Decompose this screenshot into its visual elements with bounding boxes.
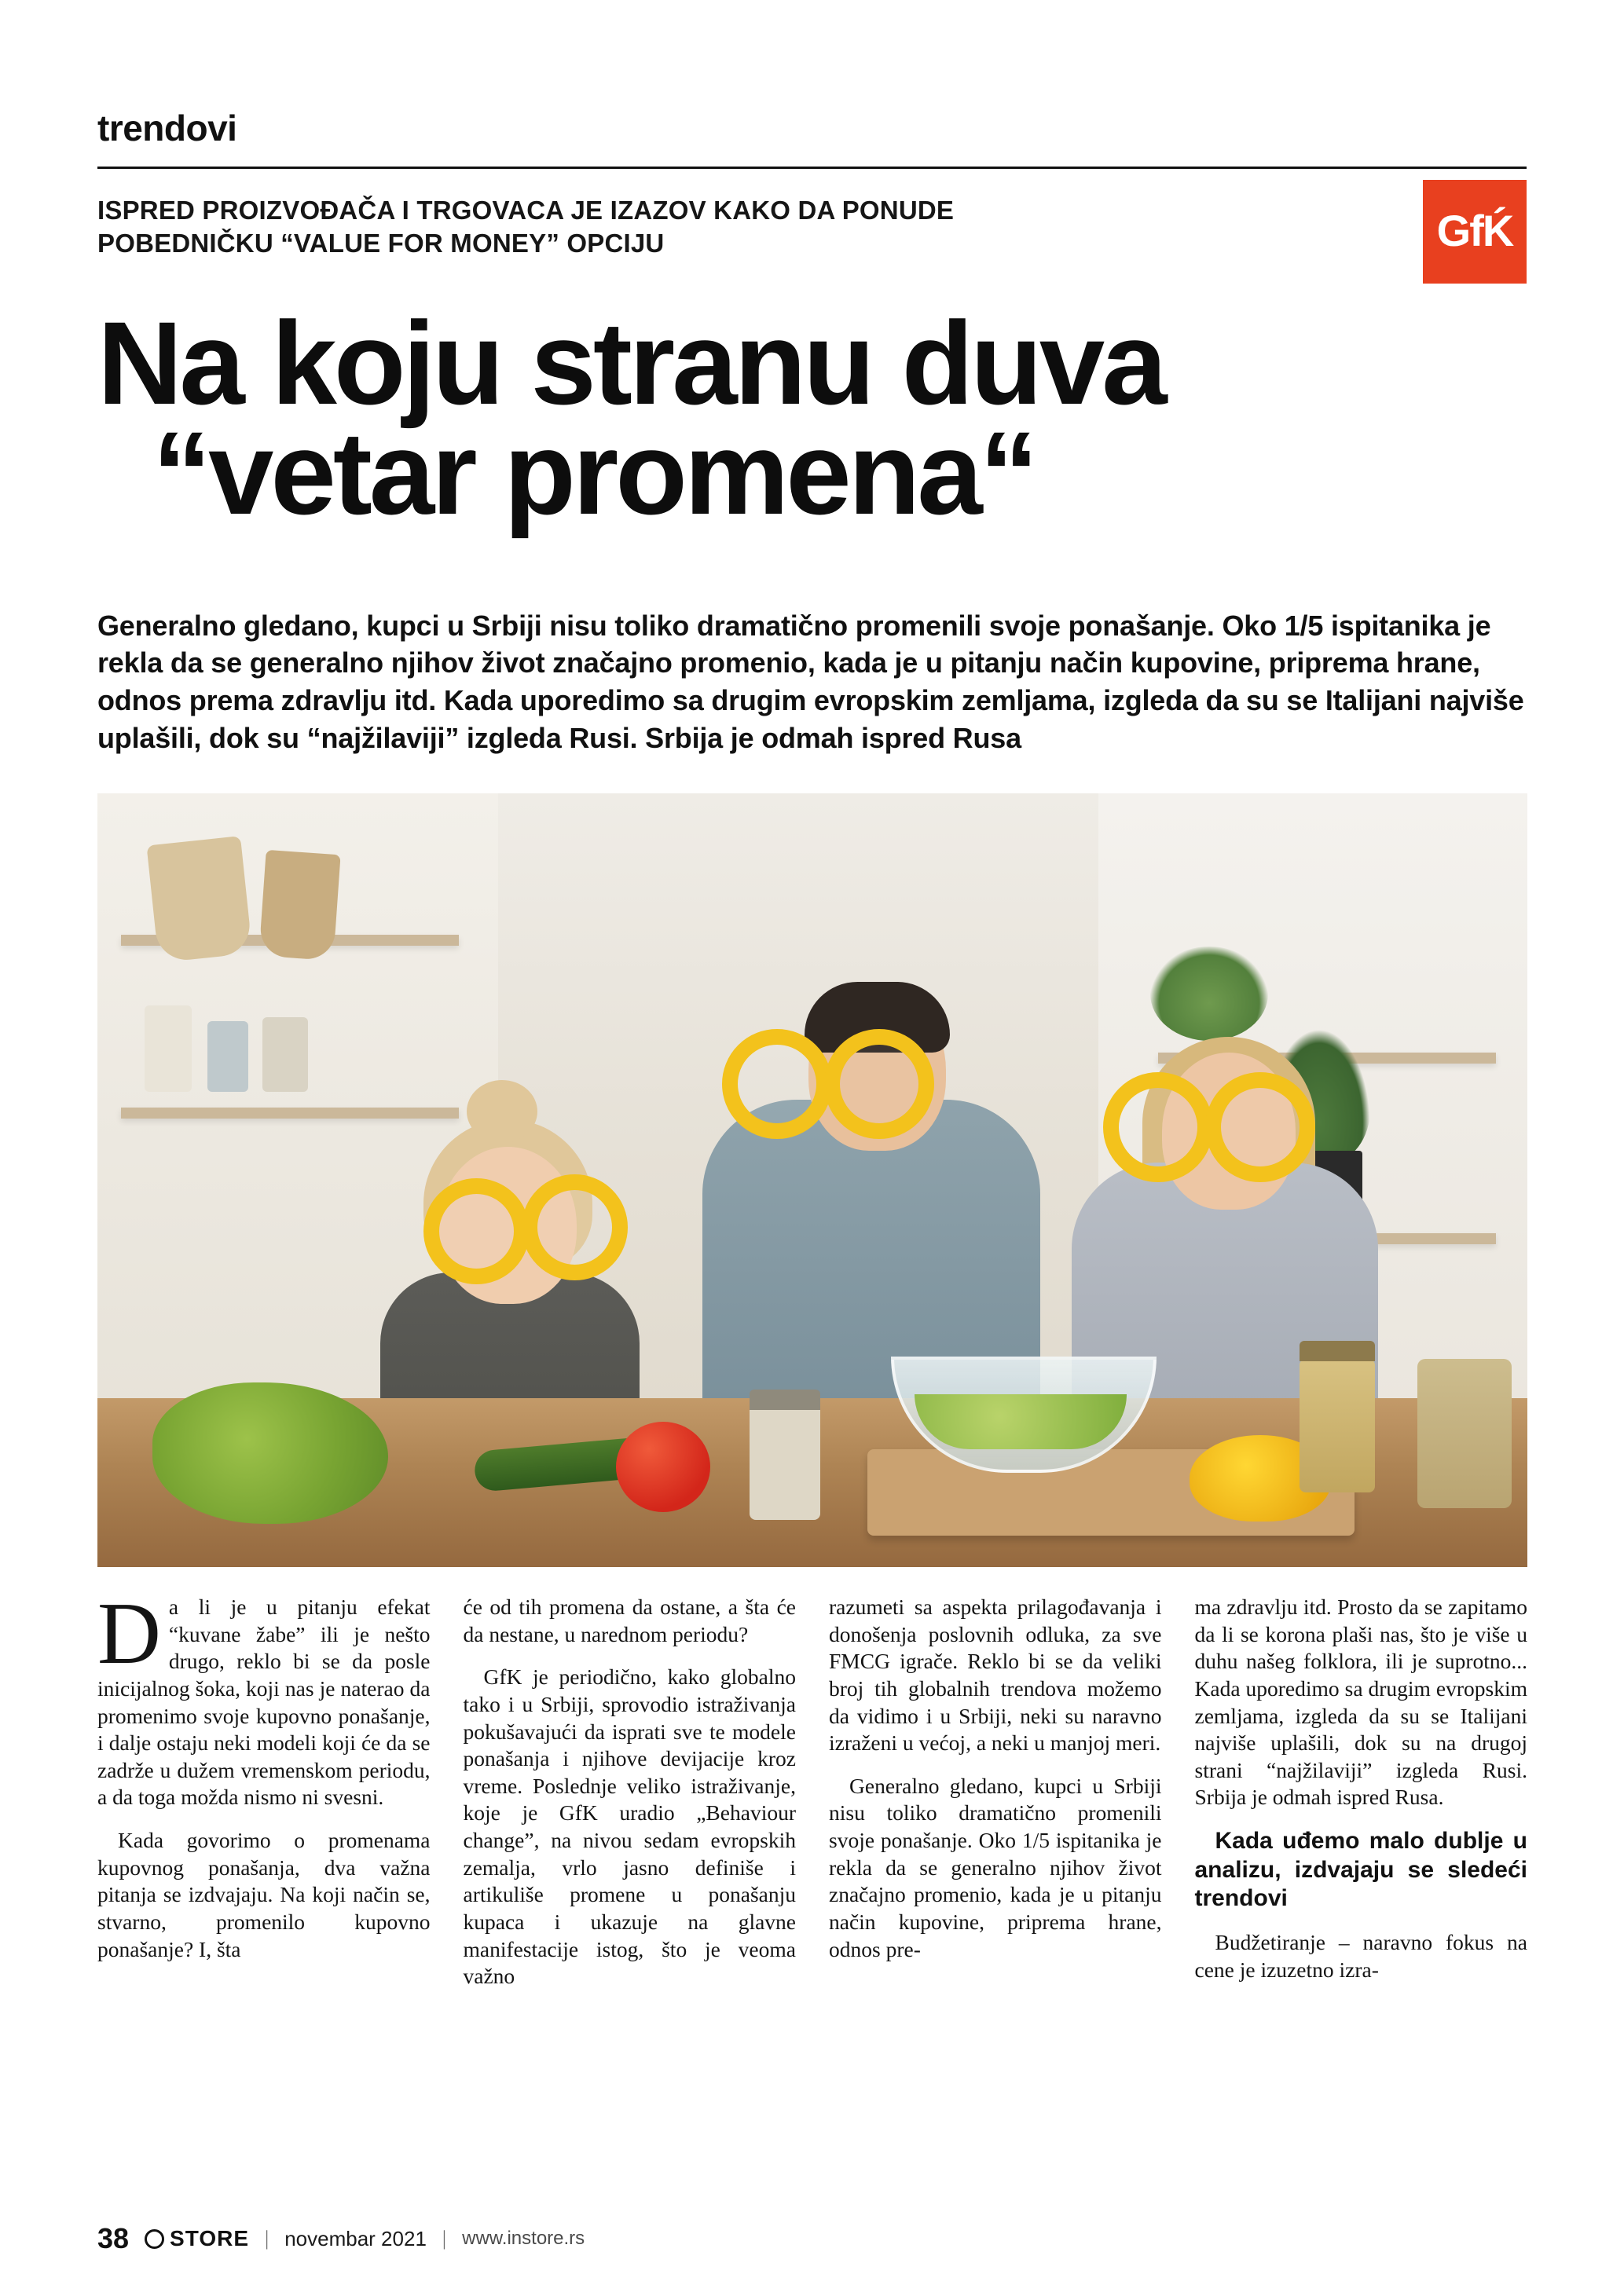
article-photo — [97, 793, 1527, 1567]
standfirst: Generalno gledano, kupci u Srbiji nisu toliko dramatično promenili svoje ponašanje. Oko 1/5 ispitanika je rekla da se generalno njihov život značajno promenio, kada je u pitanju način kupovine, priprema hrane, odnos prema zdravlju itd. Kada uporedimo sa drugim evropskim zemljama, izgleda da su se Italijani najviše uplašili, dok su “najžilaviji” izgleda Rusi. Srbija je odmah ispred Rusa — [97, 609, 1524, 755]
photo-pepper-ring — [722, 1029, 832, 1139]
photo-cutting-board — [258, 850, 340, 961]
photo-child-bun — [467, 1080, 537, 1143]
text-column-2 — [464, 1594, 797, 1990]
copyright-icon — [145, 2229, 164, 2249]
footer-separator: | — [265, 2227, 269, 2250]
photo-pepper-ring — [1205, 1072, 1315, 1182]
headline-line-1: Na koju stranu duva — [97, 297, 1164, 429]
text-column-1 — [97, 1585, 431, 1990]
photo-pepper-ring — [1103, 1072, 1213, 1182]
photo-jar — [145, 1005, 192, 1092]
photo-shaker-cap — [750, 1390, 820, 1410]
paragraph: Generalno gledano, kupci u Srbiji nisu toliko dramatično promenili svoje ponašanje. Oko 1/5 ispitanika je rekla da se generalno njihov život značajno promenio, kada je u pitanju način kupovine, priprema hrane, odnos pre- — [829, 1773, 1162, 1961]
photo-bowl-salad — [915, 1394, 1127, 1449]
photo-pepper-ring — [423, 1178, 530, 1284]
website-url[interactable]: www.instore.rs — [462, 2228, 585, 2249]
photo-spice-jar — [1300, 1359, 1375, 1492]
photo-cutting-board — [146, 836, 252, 963]
text-column-4 — [1195, 1594, 1528, 1990]
footer-separator: | — [442, 2227, 447, 2250]
magazine-logo — [145, 2226, 249, 2251]
photo-shelf — [121, 1108, 459, 1119]
section-header — [97, 0, 1527, 169]
photo-shaker — [750, 1402, 820, 1520]
page-footer — [97, 2222, 1527, 2255]
section-label: trendovi — [97, 108, 237, 148]
text-column-3 — [829, 1594, 1162, 1990]
paragraph: razumeti sa aspekta prilagođavanja i donošenja poslovnih odluka, za sve FMCG igrače. Reklo bi se da veliki broj tih globalnih trendova možemo da vidimo i u Srbiji, neki su naravno izraženi u većoj, a neki u manjoj meri. — [829, 1595, 1162, 1756]
page-number: 38 — [97, 2222, 130, 2254]
eyebrow-line-1: ISPRED PROIZVOĐAČA I TRGOVACA JE IZAZOV KAKO DA PONUDE — [97, 196, 955, 225]
paragraph: Budžetiranje – naravno fokus na cene je izuzetno izra- — [1194, 1929, 1527, 1982]
issue-date: novembar 2021 — [284, 2226, 427, 2250]
column-subheading: Kada uđemo malo dublje u analizu, izdvajaju se sledeći trendovi — [1194, 1828, 1527, 1912]
header-divider — [97, 167, 1527, 169]
paragraph: Da li je u pitanju efekat “kuvane žabe” ili je nešto drugo, reklo bi se da posle inicijalnog šoka, koji nas je naterao da promenimo svoje kupovno ponašanje, i dalje ostaju neki modeli koji će da se zadrže u dužem vremenskom periodu, a da toga možda nismo ni svesni. — [97, 1585, 431, 1810]
photo-jar — [207, 1021, 248, 1092]
eyebrow-line-2: POBEDNIČKU “VALUE FOR MONEY” OPCIJU — [97, 229, 665, 258]
eyebrow-block — [97, 194, 1527, 288]
headline-line-2: “vetar promena“ — [152, 406, 1036, 539]
photo-pepper-ring — [824, 1029, 934, 1139]
paragraph: ma zdravlju itd. Prosto da se zapitamo da li se korona plaši nas, što je više u duhu našeg folklora, ili je suprotno... Kada uporedimo sa drugim evropskim zemljama, izgleda da su se Italijani najviše uplašili, dok su na drugoj strani “najžilaviji” izgleda Rusi. Srbija je odmah ispred Rusa. — [1194, 1595, 1527, 1810]
page-title — [97, 297, 1527, 539]
photo-tomato — [616, 1422, 710, 1512]
paragraph: GfK je periodično, kako globalno tako i u Srbiji, sprovodio istraživanja pokušavajući da isprati sve te modele ponašanja i njihove devijacije kroz vreme. Poslednje veliko istraživanje, koje je GfK uradio „Behaviour change”, na nivou sedam evropskih zemalja, vrlo jasno definiše i artikuliše promene u ponašanju kupaca i ukazuje na glavne manifestacije istog, što je veoma važno — [463, 1664, 796, 1989]
paragraph: će od tih promena da ostane, a šta će da nestane, u narednom periodu? — [463, 1595, 796, 1646]
photo-pepper-ring — [522, 1174, 628, 1280]
magazine-name: STORE — [170, 2226, 249, 2250]
article-body — [97, 1585, 1527, 1990]
photo-spice-jar-cap — [1300, 1341, 1375, 1361]
photo-seed-jar — [1417, 1359, 1512, 1508]
gfk-logo — [1423, 180, 1527, 284]
paragraph: Kada govorimo o promenama kupovnog ponašanja, dva važna pitanja se izdvajaju. Na koji način se, stvarno, promenilo kupovno ponašanje? I, šta — [97, 1828, 431, 1961]
photo-jar — [262, 1017, 308, 1092]
gfk-logo-text: GfḰ — [1436, 205, 1513, 255]
photo-plant — [1150, 947, 1268, 1041]
